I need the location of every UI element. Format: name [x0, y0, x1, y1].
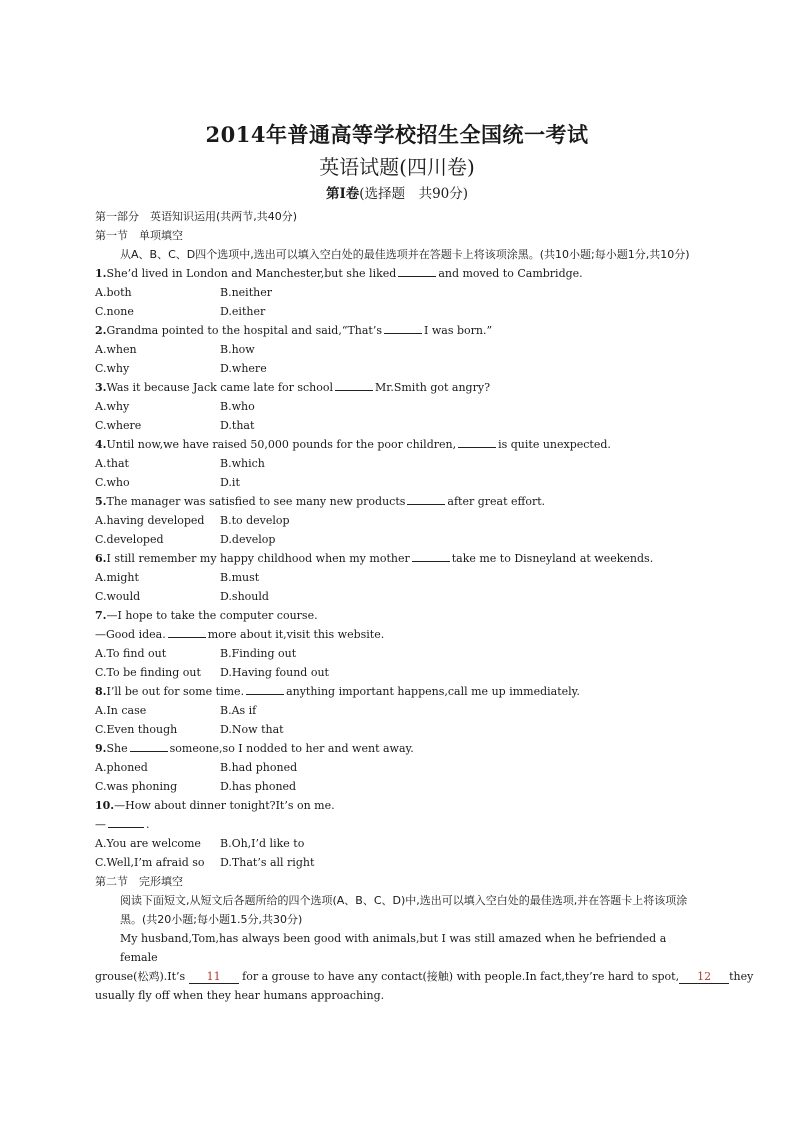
- stem-text: anything important happens,call me up immediately.: [286, 685, 580, 698]
- options-row: [95, 454, 699, 473]
- stem-text: after great effort.: [447, 495, 546, 508]
- section2-heading: 第二节 完形填空: [95, 875, 183, 888]
- answer-blank: [246, 684, 284, 695]
- stem-text: She: [106, 742, 128, 755]
- option[interactable]: B.had phoned: [220, 761, 298, 774]
- options-row: [95, 340, 699, 359]
- option[interactable]: D.either: [220, 305, 266, 318]
- cloze-blank-11: 11: [189, 970, 239, 984]
- volume-detail: (选择题 共90分): [359, 186, 469, 202]
- question-number: 1.: [95, 267, 107, 280]
- option[interactable]: D.it: [220, 476, 240, 489]
- stem-text: is quite unexpected.: [498, 438, 611, 451]
- passage-text: for a grouse to have any contact(接触) with people.In fact,they’re hard to spot,: [242, 970, 680, 983]
- option[interactable]: D.should: [220, 590, 269, 603]
- cloze-blank-12: 12: [679, 970, 729, 984]
- stem-text: and moved to Cambridge.: [438, 267, 583, 280]
- options-row: [95, 473, 699, 492]
- question-stem: [95, 606, 699, 625]
- question-number: 2.: [95, 324, 107, 337]
- volume-label: 第Ⅰ卷: [325, 186, 360, 202]
- options-row: [95, 283, 699, 302]
- dialog-text: more about it,visit this website.: [207, 628, 385, 641]
- options-row: [95, 568, 699, 587]
- question-number: 10.: [95, 799, 115, 812]
- dialog-text: .: [146, 818, 150, 831]
- stem-text: take me to Disneyland at weekends.: [451, 552, 654, 565]
- question-stem: [95, 321, 699, 340]
- stem-text: Was it because Jack came late for school: [106, 381, 334, 394]
- answer-blank: [398, 266, 436, 277]
- option[interactable]: B.to develop: [220, 514, 290, 527]
- dialog-line: —I hope to take the computer course.: [106, 609, 318, 622]
- stem-text: She’d lived in London and Manchester,but she liked: [106, 267, 397, 280]
- question-stem: [95, 492, 699, 511]
- option[interactable]: A.that: [95, 457, 129, 470]
- option[interactable]: A.both: [95, 286, 132, 299]
- question-number: 3.: [95, 381, 107, 394]
- volume-heading: [95, 182, 699, 206]
- stem-text: I still remember my happy childhood when my mother: [106, 552, 410, 565]
- option[interactable]: D.Having found out: [220, 666, 329, 679]
- option[interactable]: B.which: [220, 457, 265, 470]
- stem-text: The manager was satisfied to see many new products: [106, 495, 406, 508]
- option[interactable]: C.developed: [95, 533, 164, 546]
- question-stem: [95, 435, 699, 454]
- option[interactable]: C.where: [95, 419, 142, 432]
- passage-line: [95, 967, 754, 986]
- answer-blank: [458, 437, 496, 448]
- option[interactable]: A.having developed: [95, 514, 205, 527]
- option[interactable]: D.where: [220, 362, 267, 375]
- option[interactable]: B.Finding out: [220, 647, 297, 660]
- options-row: [95, 701, 699, 720]
- question-stem: [95, 264, 699, 283]
- question-number: 9.: [95, 742, 107, 755]
- options-row: [95, 530, 699, 549]
- option[interactable]: C.To be finding out: [95, 666, 201, 679]
- passage-line: usually fly off when they hear humans approaching.: [95, 989, 385, 1002]
- option[interactable]: A.To find out: [95, 647, 167, 660]
- option[interactable]: B.how: [220, 343, 255, 356]
- stem-text: Mr.Smith got angry?: [375, 381, 490, 394]
- options-row: [95, 397, 699, 416]
- question-number: 7.: [95, 609, 107, 622]
- option[interactable]: A.You are welcome: [95, 837, 201, 850]
- option[interactable]: D.has phoned: [220, 780, 297, 793]
- section1-instructions: 从A、B、C、D四个选项中,选出可以填入空白处的最佳选项并在答题卡上将该项涂黑。(共10小题;每小题1分,共10分): [120, 248, 690, 261]
- option[interactable]: B.who: [220, 400, 255, 413]
- options-row: [95, 587, 699, 606]
- options-row: [95, 853, 699, 872]
- option[interactable]: D.That’s all right: [220, 856, 315, 869]
- dialog-text: —Good idea.: [95, 628, 166, 641]
- exam-page: [95, 118, 754, 1005]
- question-stem: [95, 549, 699, 568]
- stem-text: Grandma pointed to the hospital and said,“That’s: [106, 324, 382, 337]
- question-number: 4.: [95, 438, 107, 451]
- option[interactable]: B.Oh,I’d like to: [220, 837, 305, 850]
- part1-heading: 第一部分 英语知识运用(共两节,共40分): [95, 210, 298, 223]
- question-number: 6.: [95, 552, 107, 565]
- answer-blank: [412, 551, 450, 562]
- stem-text: I’ll be out for some time.: [106, 685, 245, 698]
- stem-text: someone,so I nodded to her and went away.: [169, 742, 414, 755]
- question-stem: [95, 682, 699, 701]
- section1-heading: 第一节 单项填空: [95, 229, 183, 242]
- stem-text: Until now,we have raised 50,000 pounds for the poor children,: [106, 438, 457, 451]
- option[interactable]: C.none: [95, 305, 134, 318]
- section2-instructions: 阅读下面短文,从短文后各题所给的四个选项(A、B、C、D)中,选出可以填入空白处的最佳选项,并在答题卡上将该项涂黑。(共20小题;每小题1.5分,共30分): [120, 894, 688, 926]
- options-row: [95, 758, 699, 777]
- question-stem: [95, 796, 699, 815]
- stem-text: I was born.”: [424, 324, 493, 337]
- option[interactable]: B.must: [220, 571, 260, 584]
- answer-blank: [407, 494, 445, 505]
- option[interactable]: C.would: [95, 590, 141, 603]
- passage-text: they: [729, 970, 754, 983]
- options-row: [95, 416, 699, 435]
- question-stem: [95, 378, 699, 397]
- exam-title: 2014年普通高等学校招生全国统一考试: [205, 122, 589, 147]
- options-row: [95, 663, 699, 682]
- passage-line: My husband,Tom,has always been good with animals,but I was still amazed when he befriended a female: [120, 932, 667, 964]
- answer-blank: [108, 817, 144, 828]
- option[interactable]: C.who: [95, 476, 130, 489]
- option[interactable]: A.might: [95, 571, 139, 584]
- option[interactable]: B.neither: [220, 286, 272, 299]
- option[interactable]: D.that: [220, 419, 255, 432]
- option[interactable]: A.why: [95, 400, 130, 413]
- option[interactable]: C.Even though: [95, 723, 178, 736]
- option[interactable]: C.why: [95, 362, 130, 375]
- dialog-line: —How about dinner tonight?It’s on me.: [114, 799, 335, 812]
- dialog-text: —: [95, 818, 106, 831]
- options-row: [95, 359, 699, 378]
- passage-text: grouse(松鸡).It’s: [95, 970, 186, 983]
- option[interactable]: C.was phoning: [95, 780, 178, 793]
- answer-blank: [168, 627, 206, 638]
- option[interactable]: D.Now that: [220, 723, 284, 736]
- dialog-line-2: [95, 625, 699, 644]
- option[interactable]: B.As if: [220, 704, 257, 717]
- options-row: [95, 644, 699, 663]
- question-number: 5.: [95, 495, 107, 508]
- options-row: [95, 511, 699, 530]
- option[interactable]: C.Well,I’m afraid so: [95, 856, 205, 869]
- options-row: [95, 777, 699, 796]
- options-row: [95, 834, 699, 853]
- option[interactable]: A.phoned: [95, 761, 148, 774]
- answer-blank: [335, 380, 373, 391]
- exam-subtitle: 英语试题(四川卷): [319, 155, 475, 179]
- options-row: [95, 302, 699, 321]
- option[interactable]: D.develop: [220, 533, 276, 546]
- answer-blank: [384, 323, 422, 334]
- question-number: 8.: [95, 685, 107, 698]
- dialog-line-2: [95, 815, 699, 834]
- question-list: [95, 264, 699, 606]
- options-row: [95, 720, 699, 739]
- option[interactable]: A.when: [95, 343, 137, 356]
- answer-blank: [130, 741, 168, 752]
- question-stem: [95, 739, 699, 758]
- option[interactable]: A.In case: [95, 704, 147, 717]
